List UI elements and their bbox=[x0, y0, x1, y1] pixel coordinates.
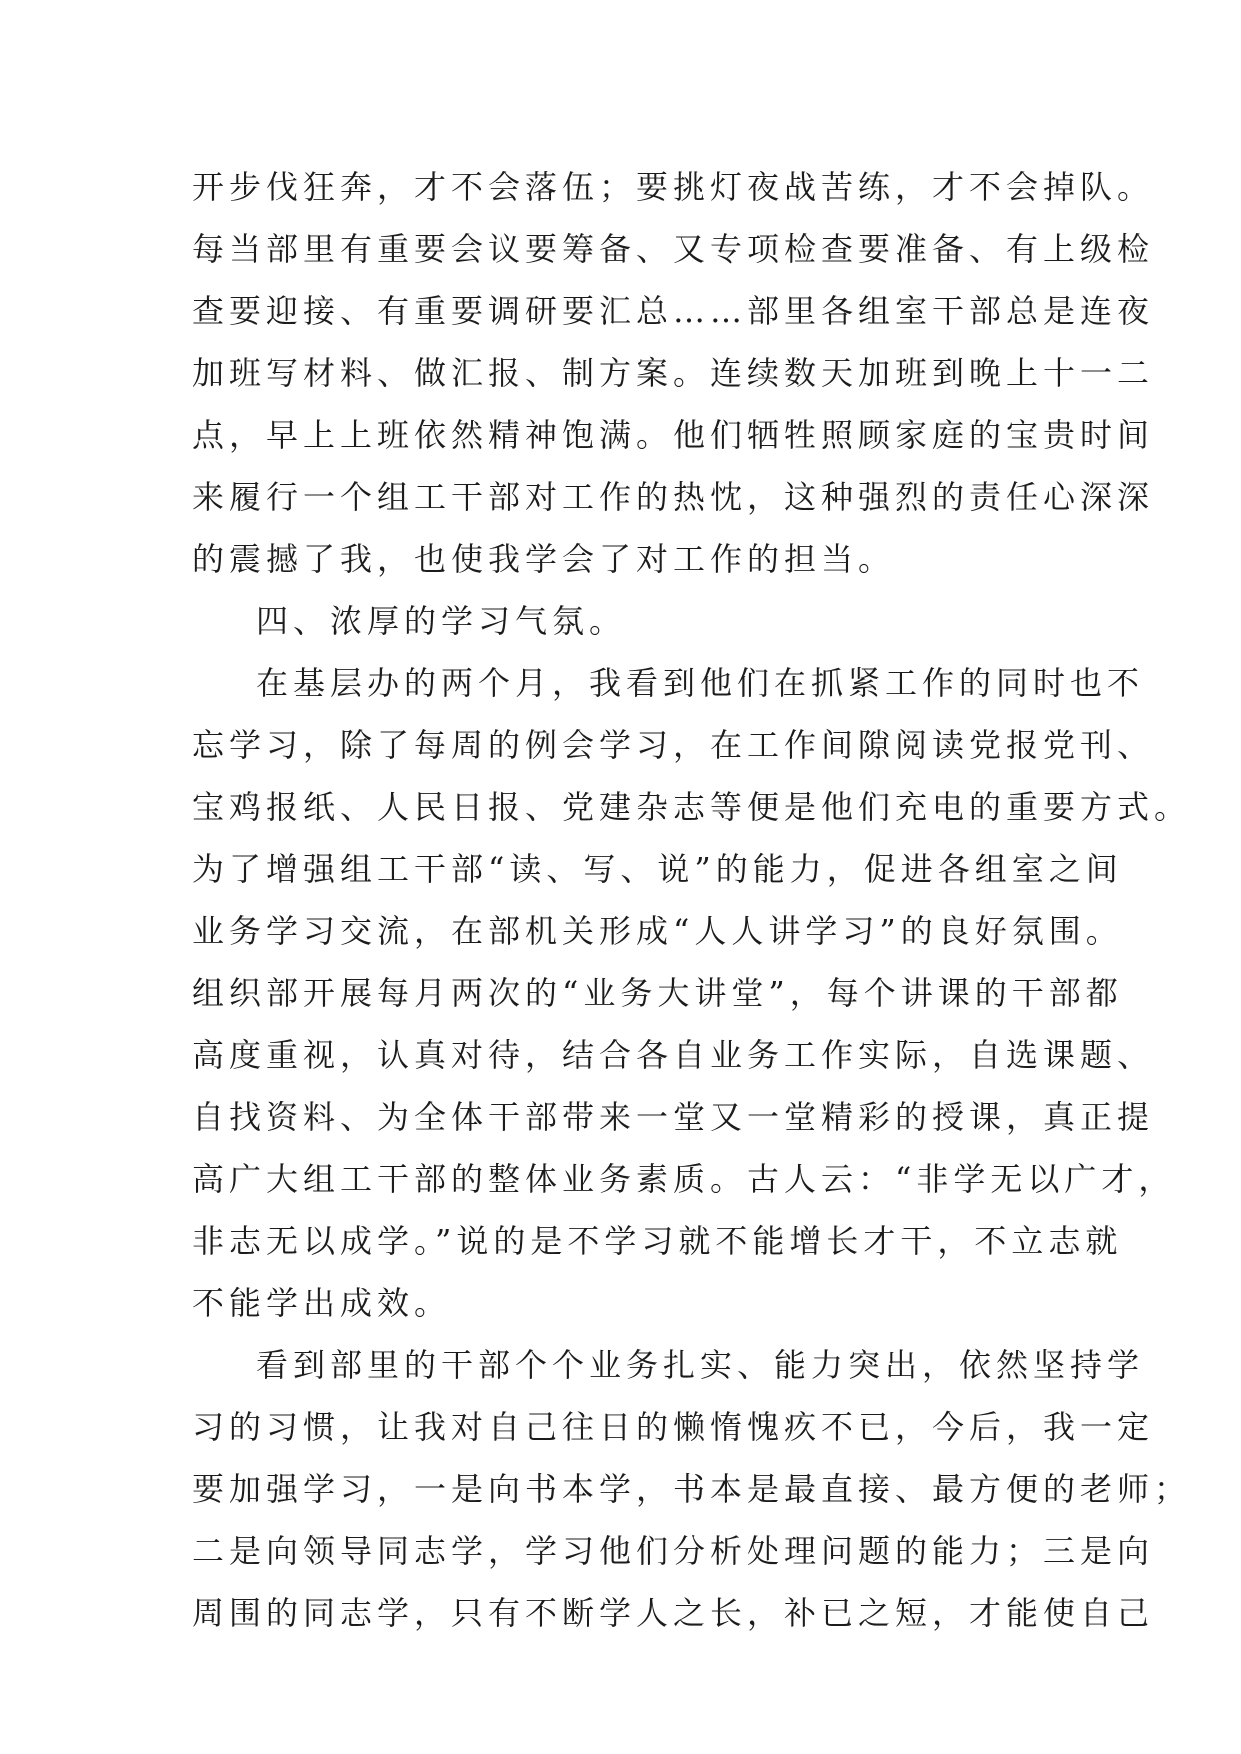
paragraph-start-line: 在基层办的两个月，我看到他们在抓紧工作的同时也不 bbox=[256, 664, 1145, 702]
text-line: 宝鸡报纸、人民日报、党建杂志等便是他们充电的重要方式。 bbox=[192, 788, 1192, 826]
text-line: 非志无以成学。”说的是不学习就不能增长才干，不立志就 bbox=[192, 1222, 1123, 1260]
text-line: 高度重视，认真对待，结合各自业务工作实际，自选课题、 bbox=[192, 1036, 1155, 1074]
text-line: 点，早上上班依然精神饱满。他们牺牲照顾家庭的宝贵时间 bbox=[192, 416, 1155, 454]
text-line: 来履行一个组工干部对工作的热忱，这种强烈的责任心深深 bbox=[192, 478, 1155, 516]
text-line: 为了增强组工干部“读、写、说”的能力，促进各组室之间 bbox=[192, 850, 1123, 888]
text-line: 二是向领导同志学，学习他们分析处理问题的能力；三是向 bbox=[192, 1532, 1155, 1570]
text-line: 要加强学习，一是向书本学，书本是最直接、最方便的老师； bbox=[192, 1470, 1192, 1508]
text-line: 忘学习，除了每周的例会学习，在工作间隙阅读党报党刊、 bbox=[192, 726, 1155, 764]
text-line: 业务学习交流，在部机关形成“人人讲学习”的良好氛围。 bbox=[192, 912, 1123, 950]
section-heading: 四、浓厚的学习气氛。 bbox=[256, 602, 627, 640]
text-line: 自找资料、为全体干部带来一堂又一堂精彩的授课，真正提 bbox=[192, 1098, 1155, 1136]
text-line: 高广大组工干部的整体业务素质。古人云：“非学无以广才， bbox=[192, 1160, 1176, 1198]
text-line: 查要迎接、有重要调研要汇总……部里各组室干部总是连夜 bbox=[192, 292, 1155, 330]
paragraph-start-line: 看到部里的干部个个业务扎实、能力突出，依然坚持学 bbox=[256, 1346, 1145, 1384]
text-line: 周围的同志学，只有不断学人之长，补已之短，才能使自己 bbox=[192, 1594, 1155, 1632]
text-line: 不能学出成效。 bbox=[192, 1284, 452, 1322]
text-line: 加班写材料、做汇报、制方案。连续数天加班到晚上十一二 bbox=[192, 354, 1155, 392]
text-line: 的震撼了我，也使我学会了对工作的担当。 bbox=[192, 540, 896, 578]
text-line: 习的习惯，让我对自己往日的懒惰愧疚不已，今后，我一定 bbox=[192, 1408, 1155, 1446]
text-line: 组织部开展每月两次的“业务大讲堂”，每个讲课的干部都 bbox=[192, 974, 1123, 1012]
text-line: 每当部里有重要会议要筹备、又专项检查要准备、有上级检 bbox=[192, 230, 1155, 268]
body-text bbox=[192, 156, 1192, 1644]
text-line: 开步伐狂奔，才不会落伍；要挑灯夜战苦练，才不会掉队。 bbox=[192, 168, 1155, 206]
